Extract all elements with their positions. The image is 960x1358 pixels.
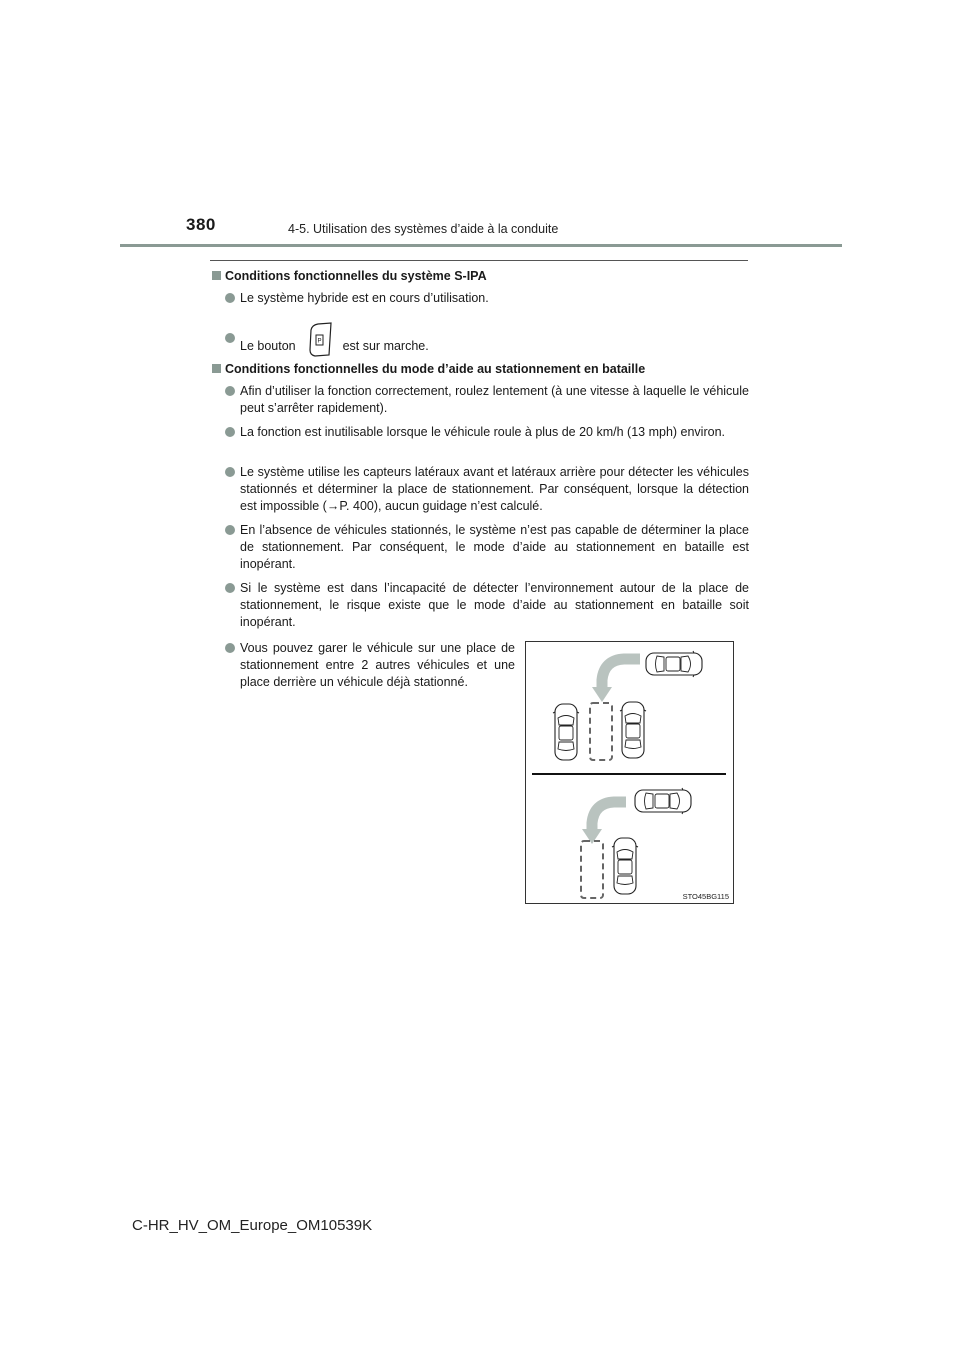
- round-bullet-icon: [225, 333, 235, 343]
- round-bullet-icon: [225, 427, 235, 437]
- page-number: 380: [186, 215, 216, 234]
- list-item: [225, 464, 749, 515]
- svg-text:P: P: [317, 338, 322, 345]
- header-section-title: 4-5. Utilisation des systèmes d’aide à la conduite: [288, 222, 559, 236]
- list-item: [225, 424, 749, 441]
- section-heading-s-ipa: [212, 269, 487, 283]
- list-item: [225, 383, 749, 417]
- parking-diagram: [526, 642, 733, 903]
- parking-illustration: [525, 641, 734, 904]
- list-item: [225, 290, 749, 307]
- list-item-text: En l’absence de véhicules stationnés, le système n’est pas capable de déterminer la place de stationnement. Par conséquent, le mode d’aide au stationnement en bataille est inopérant.: [240, 523, 749, 571]
- parked-car-left: [553, 704, 579, 760]
- round-bullet-icon: [225, 583, 235, 593]
- list-item-text: Le système hybride est en cours d’utilisation.: [240, 291, 489, 305]
- arrow-icon: [592, 687, 612, 702]
- section-heading-text: Conditions fonctionnelles du mode d’aide au stationnement en bataille: [225, 362, 646, 376]
- section-rule: [210, 260, 748, 261]
- section-heading-perpendicular-parking: [212, 362, 645, 376]
- target-parking-space: [581, 841, 603, 898]
- footer-doc-id: C-HR_HV_OM_Europe_OM10539K: [132, 1217, 373, 1234]
- parked-car-right: [620, 702, 646, 758]
- list-item-text: Si le système est dans l’incapacité de détecter l’environnement autour de la place de stationnement, le risque existe que le mode d’aide au stationnement en bataille soit inopérant.: [240, 581, 749, 629]
- parked-car-rear: [612, 838, 638, 894]
- list-item-text: Vous pouvez garer le véhicule sur une place de stationnement entre 2 autres véhicules et une place derrière un véhicule déjà stationné.: [240, 641, 515, 689]
- round-bullet-icon: [225, 386, 235, 396]
- list-item-text: La fonction est inutilisable lorsque le véhicule roule à plus de 20 km/h (13 mph) environ.: [240, 425, 725, 439]
- list-item: [225, 640, 515, 691]
- round-bullet-icon: [225, 467, 235, 477]
- section-heading-text: Conditions fonctionnelles du système S-IPA: [225, 269, 487, 283]
- list-item-text-before: Le bouton: [240, 338, 296, 353]
- round-bullet-icon: [225, 643, 235, 653]
- list-item-text: Afin d’utiliser la fonction correctement, roulez lentement (à une vitesse à laquelle le véhicule peut s’arrêter rapidement).: [240, 384, 749, 415]
- round-bullet-icon: [225, 293, 235, 303]
- list-item: [225, 522, 749, 573]
- square-bullet-icon: [212, 271, 221, 280]
- target-parking-space: [590, 703, 612, 760]
- header-rule: [120, 244, 842, 247]
- list-item-text: Le système utilise les capteurs latéraux avant et latéraux arrière pour détecter les véhicules stationnés et déterminer la place de stationnement. Par conséquent, lorsque la détection est impossible (→P. 400), aucun guidage n’est calculé.: [240, 465, 749, 513]
- list-item: [225, 580, 749, 631]
- list-item-text-after: est sur marche.: [342, 338, 429, 353]
- moving-car-bottom: [635, 788, 691, 814]
- square-bullet-icon: [212, 364, 221, 373]
- figure-code: STO45BG115: [682, 892, 729, 901]
- round-bullet-icon: [225, 525, 235, 535]
- moving-car-top: [646, 651, 702, 677]
